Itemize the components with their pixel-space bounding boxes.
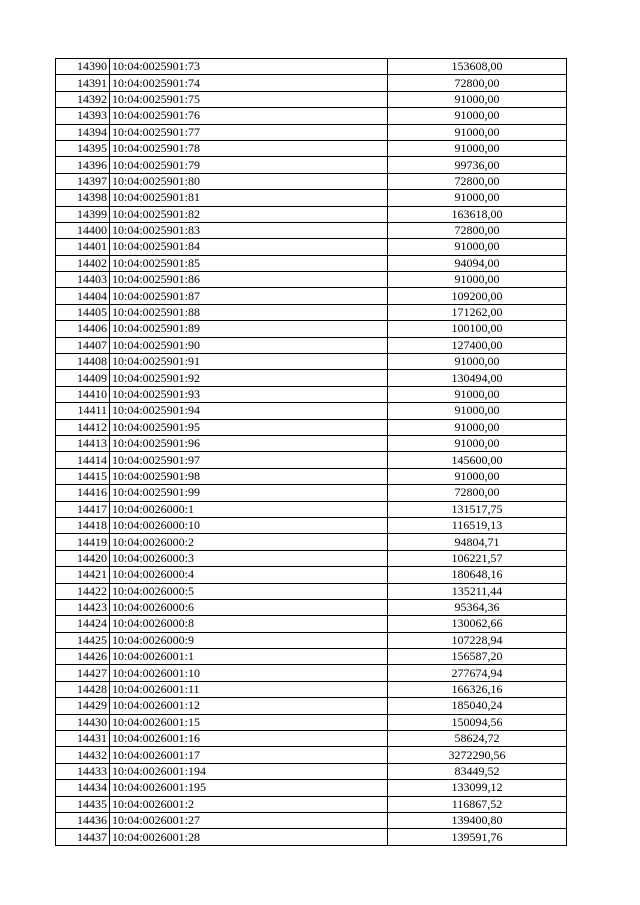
cadastral-value-cell: 185040,24 bbox=[388, 698, 567, 714]
table-row bbox=[56, 190, 567, 206]
row-number-cell: 14394 bbox=[56, 124, 110, 140]
cadastral-number-cell: 10:04:0026000:1 bbox=[110, 501, 388, 517]
table-row bbox=[56, 403, 567, 419]
cadastral-number-cell: 10:04:0026001:12 bbox=[110, 698, 388, 714]
row-number-cell: 14413 bbox=[56, 435, 110, 451]
cadastral-number-cell: 10:04:0026000:9 bbox=[110, 632, 388, 648]
table-row bbox=[56, 354, 567, 370]
cadastral-value-cell: 145600,00 bbox=[388, 452, 567, 468]
row-number-cell: 14423 bbox=[56, 599, 110, 615]
table-row bbox=[56, 206, 567, 222]
table-row bbox=[56, 255, 567, 271]
cadastral-value-cell: 95364,36 bbox=[388, 599, 567, 615]
cadastral-number-cell: 10:04:0026001:16 bbox=[110, 731, 388, 747]
row-number-cell: 14415 bbox=[56, 468, 110, 484]
cadastral-value-cell: 166326,16 bbox=[388, 681, 567, 697]
row-number-cell: 14420 bbox=[56, 550, 110, 566]
row-number-cell: 14399 bbox=[56, 206, 110, 222]
row-number-cell: 14398 bbox=[56, 190, 110, 206]
table-row bbox=[56, 665, 567, 681]
cadastral-value-cell: 100100,00 bbox=[388, 321, 567, 337]
table-row bbox=[56, 812, 567, 828]
row-number-cell: 14430 bbox=[56, 714, 110, 730]
row-number-cell: 14424 bbox=[56, 616, 110, 632]
cadastral-value-cell: 91000,00 bbox=[388, 435, 567, 451]
cadastral-value-cell: 135211,44 bbox=[388, 583, 567, 599]
table-row bbox=[56, 632, 567, 648]
table-row bbox=[56, 616, 567, 632]
cadastral-number-cell: 10:04:0025901:85 bbox=[110, 255, 388, 271]
cadastral-value-cell: 91000,00 bbox=[388, 419, 567, 435]
cadastral-value-cell: 156587,20 bbox=[388, 649, 567, 665]
cadastral-number-cell: 10:04:0026001:15 bbox=[110, 714, 388, 730]
cadastral-value-cell: 94804,71 bbox=[388, 534, 567, 550]
row-number-cell: 14393 bbox=[56, 108, 110, 124]
row-number-cell: 14421 bbox=[56, 567, 110, 583]
table-row bbox=[56, 731, 567, 747]
row-number-cell: 14396 bbox=[56, 157, 110, 173]
cadastral-number-cell: 10:04:0025901:74 bbox=[110, 75, 388, 91]
cadastral-value-cell: 91000,00 bbox=[388, 140, 567, 156]
table-row bbox=[56, 370, 567, 386]
row-number-cell: 14402 bbox=[56, 255, 110, 271]
cadastral-value-cell: 91000,00 bbox=[388, 468, 567, 484]
table-row bbox=[56, 288, 567, 304]
cadastral-number-cell: 10:04:0025901:82 bbox=[110, 206, 388, 222]
row-number-cell: 14426 bbox=[56, 649, 110, 665]
cadastral-value-cell: 72800,00 bbox=[388, 75, 567, 91]
row-number-cell: 14411 bbox=[56, 403, 110, 419]
row-number-cell: 14407 bbox=[56, 337, 110, 353]
cadastral-value-cell: 139400,80 bbox=[388, 812, 567, 828]
table-row bbox=[56, 567, 567, 583]
row-number-cell: 14431 bbox=[56, 731, 110, 747]
table-row bbox=[56, 435, 567, 451]
cadastral-number-cell: 10:04:0025901:84 bbox=[110, 239, 388, 255]
row-number-cell: 14403 bbox=[56, 272, 110, 288]
row-number-cell: 14437 bbox=[56, 829, 110, 845]
table-row bbox=[56, 681, 567, 697]
cadastral-number-cell: 10:04:0026000:6 bbox=[110, 599, 388, 615]
table-row bbox=[56, 386, 567, 402]
row-number-cell: 14412 bbox=[56, 419, 110, 435]
table-body bbox=[56, 59, 567, 846]
row-number-cell: 14408 bbox=[56, 354, 110, 370]
cadastral-number-cell: 10:04:0026001:10 bbox=[110, 665, 388, 681]
table-row bbox=[56, 59, 567, 75]
cadastral-value-cell: 171262,00 bbox=[388, 304, 567, 320]
cadastral-value-cell: 3272290,56 bbox=[388, 747, 567, 763]
row-number-cell: 14436 bbox=[56, 812, 110, 828]
table-row bbox=[56, 321, 567, 337]
cadastral-number-cell: 10:04:0025901:79 bbox=[110, 157, 388, 173]
table-row bbox=[56, 599, 567, 615]
row-number-cell: 14400 bbox=[56, 222, 110, 238]
row-number-cell: 14397 bbox=[56, 173, 110, 189]
cadastral-value-cell: 94094,00 bbox=[388, 255, 567, 271]
cadastral-number-cell: 10:04:0026001:194 bbox=[110, 763, 388, 779]
cadastral-value-cell: 150094,56 bbox=[388, 714, 567, 730]
table-row bbox=[56, 173, 567, 189]
cadastral-number-cell: 10:04:0025901:87 bbox=[110, 288, 388, 304]
row-number-cell: 14416 bbox=[56, 485, 110, 501]
cadastral-value-cell: 91000,00 bbox=[388, 239, 567, 255]
cadastral-value-cell: 163618,00 bbox=[388, 206, 567, 222]
cadastral-number-cell: 10:04:0025901:95 bbox=[110, 419, 388, 435]
cadastral-number-cell: 10:04:0025901:92 bbox=[110, 370, 388, 386]
row-number-cell: 14401 bbox=[56, 239, 110, 255]
row-number-cell: 14414 bbox=[56, 452, 110, 468]
cadastral-value-cell: 153608,00 bbox=[388, 59, 567, 75]
row-number-cell: 14405 bbox=[56, 304, 110, 320]
cadastral-value-cell: 130494,00 bbox=[388, 370, 567, 386]
cadastral-value-cell: 91000,00 bbox=[388, 124, 567, 140]
row-number-cell: 14417 bbox=[56, 501, 110, 517]
cadastral-number-cell: 10:04:0026001:28 bbox=[110, 829, 388, 845]
cadastral-number-cell: 10:04:0025901:88 bbox=[110, 304, 388, 320]
table-row bbox=[56, 272, 567, 288]
cadastral-number-cell: 10:04:0025901:86 bbox=[110, 272, 388, 288]
cadastral-number-cell: 10:04:0025901:77 bbox=[110, 124, 388, 140]
row-number-cell: 14395 bbox=[56, 140, 110, 156]
table-row bbox=[56, 157, 567, 173]
cadastral-number-cell: 10:04:0025901:97 bbox=[110, 452, 388, 468]
cadastral-number-cell: 10:04:0025901:81 bbox=[110, 190, 388, 206]
table-row bbox=[56, 91, 567, 107]
cadastral-value-cell: 133099,12 bbox=[388, 780, 567, 796]
cadastral-number-cell: 10:04:0025901:78 bbox=[110, 140, 388, 156]
row-number-cell: 14433 bbox=[56, 763, 110, 779]
cadastral-number-cell: 10:04:0026000:3 bbox=[110, 550, 388, 566]
cadastral-value-cell: 109200,00 bbox=[388, 288, 567, 304]
table-row bbox=[56, 108, 567, 124]
cadastral-number-cell: 10:04:0026000:2 bbox=[110, 534, 388, 550]
cadastral-value-cell: 91000,00 bbox=[388, 91, 567, 107]
table-row bbox=[56, 714, 567, 730]
cadastral-number-cell: 10:04:0026000:5 bbox=[110, 583, 388, 599]
cadastral-number-cell: 10:04:0025901:90 bbox=[110, 337, 388, 353]
cadastral-number-cell: 10:04:0026001:195 bbox=[110, 780, 388, 796]
cadastral-number-cell: 10:04:0026001:27 bbox=[110, 812, 388, 828]
cadastral-value-cell: 107228,94 bbox=[388, 632, 567, 648]
cadastral-number-cell: 10:04:0025901:96 bbox=[110, 435, 388, 451]
cadastral-value-cell: 58624,72 bbox=[388, 731, 567, 747]
cadastral-number-cell: 10:04:0026001:1 bbox=[110, 649, 388, 665]
cadastral-value-cell: 91000,00 bbox=[388, 108, 567, 124]
row-number-cell: 14410 bbox=[56, 386, 110, 402]
table-row bbox=[56, 75, 567, 91]
cadastral-value-cell: 91000,00 bbox=[388, 272, 567, 288]
cadastral-value-cell: 72800,00 bbox=[388, 173, 567, 189]
table-row bbox=[56, 698, 567, 714]
cadastral-number-cell: 10:04:0025901:94 bbox=[110, 403, 388, 419]
cadastral-number-cell: 10:04:0026001:2 bbox=[110, 796, 388, 812]
cadastral-number-cell: 10:04:0025901:98 bbox=[110, 468, 388, 484]
cadastral-value-cell: 131517,75 bbox=[388, 501, 567, 517]
row-number-cell: 14391 bbox=[56, 75, 110, 91]
cadastral-value-table bbox=[55, 58, 567, 846]
cadastral-value-cell: 72800,00 bbox=[388, 485, 567, 501]
table-row bbox=[56, 124, 567, 140]
row-number-cell: 14418 bbox=[56, 517, 110, 533]
table-row bbox=[56, 304, 567, 320]
table-row bbox=[56, 649, 567, 665]
table-row bbox=[56, 452, 567, 468]
cadastral-value-cell: 116867,52 bbox=[388, 796, 567, 812]
cadastral-value-cell: 83449,52 bbox=[388, 763, 567, 779]
cadastral-value-cell: 91000,00 bbox=[388, 386, 567, 402]
row-number-cell: 14425 bbox=[56, 632, 110, 648]
cadastral-value-cell: 180648,16 bbox=[388, 567, 567, 583]
cadastral-value-cell: 99736,00 bbox=[388, 157, 567, 173]
cadastral-value-cell: 91000,00 bbox=[388, 354, 567, 370]
cadastral-value-cell: 116519,13 bbox=[388, 517, 567, 533]
cadastral-number-cell: 10:04:0025901:73 bbox=[110, 59, 388, 75]
row-number-cell: 14390 bbox=[56, 59, 110, 75]
cadastral-number-cell: 10:04:0025901:91 bbox=[110, 354, 388, 370]
table-row bbox=[56, 485, 567, 501]
row-number-cell: 14428 bbox=[56, 681, 110, 697]
table-row bbox=[56, 763, 567, 779]
cadastral-number-cell: 10:04:0026000:10 bbox=[110, 517, 388, 533]
table-row bbox=[56, 501, 567, 517]
cadastral-number-cell: 10:04:0026000:4 bbox=[110, 567, 388, 583]
table-row bbox=[56, 780, 567, 796]
row-number-cell: 14406 bbox=[56, 321, 110, 337]
row-number-cell: 14429 bbox=[56, 698, 110, 714]
row-number-cell: 14419 bbox=[56, 534, 110, 550]
row-number-cell: 14392 bbox=[56, 91, 110, 107]
table-row bbox=[56, 747, 567, 763]
row-number-cell: 14435 bbox=[56, 796, 110, 812]
table-row bbox=[56, 239, 567, 255]
cadastral-value-cell: 277674,94 bbox=[388, 665, 567, 681]
cadastral-number-cell: 10:04:0026000:8 bbox=[110, 616, 388, 632]
cadastral-number-cell: 10:04:0025901:83 bbox=[110, 222, 388, 238]
cadastral-value-cell: 106221,57 bbox=[388, 550, 567, 566]
row-number-cell: 14422 bbox=[56, 583, 110, 599]
table-row bbox=[56, 534, 567, 550]
table-row bbox=[56, 140, 567, 156]
cadastral-value-cell: 139591,76 bbox=[388, 829, 567, 845]
cadastral-number-cell: 10:04:0025901:99 bbox=[110, 485, 388, 501]
cadastral-number-cell: 10:04:0025901:89 bbox=[110, 321, 388, 337]
cadastral-number-cell: 10:04:0025901:93 bbox=[110, 386, 388, 402]
cadastral-value-cell: 127400,00 bbox=[388, 337, 567, 353]
row-number-cell: 14404 bbox=[56, 288, 110, 304]
table-row bbox=[56, 583, 567, 599]
cadastral-number-cell: 10:04:0025901:75 bbox=[110, 91, 388, 107]
row-number-cell: 14434 bbox=[56, 780, 110, 796]
table-row bbox=[56, 796, 567, 812]
table-row bbox=[56, 222, 567, 238]
table-row bbox=[56, 829, 567, 845]
table-row bbox=[56, 517, 567, 533]
table-row bbox=[56, 550, 567, 566]
cadastral-value-cell: 91000,00 bbox=[388, 190, 567, 206]
table-row bbox=[56, 419, 567, 435]
cadastral-value-cell: 72800,00 bbox=[388, 222, 567, 238]
cadastral-value-cell: 91000,00 bbox=[388, 403, 567, 419]
cadastral-number-cell: 10:04:0025901:80 bbox=[110, 173, 388, 189]
cadastral-number-cell: 10:04:0025901:76 bbox=[110, 108, 388, 124]
table-row bbox=[56, 337, 567, 353]
cadastral-number-cell: 10:04:0026001:11 bbox=[110, 681, 388, 697]
row-number-cell: 14432 bbox=[56, 747, 110, 763]
cadastral-number-cell: 10:04:0026001:17 bbox=[110, 747, 388, 763]
cadastral-value-cell: 130062,66 bbox=[388, 616, 567, 632]
row-number-cell: 14427 bbox=[56, 665, 110, 681]
row-number-cell: 14409 bbox=[56, 370, 110, 386]
table-row bbox=[56, 468, 567, 484]
